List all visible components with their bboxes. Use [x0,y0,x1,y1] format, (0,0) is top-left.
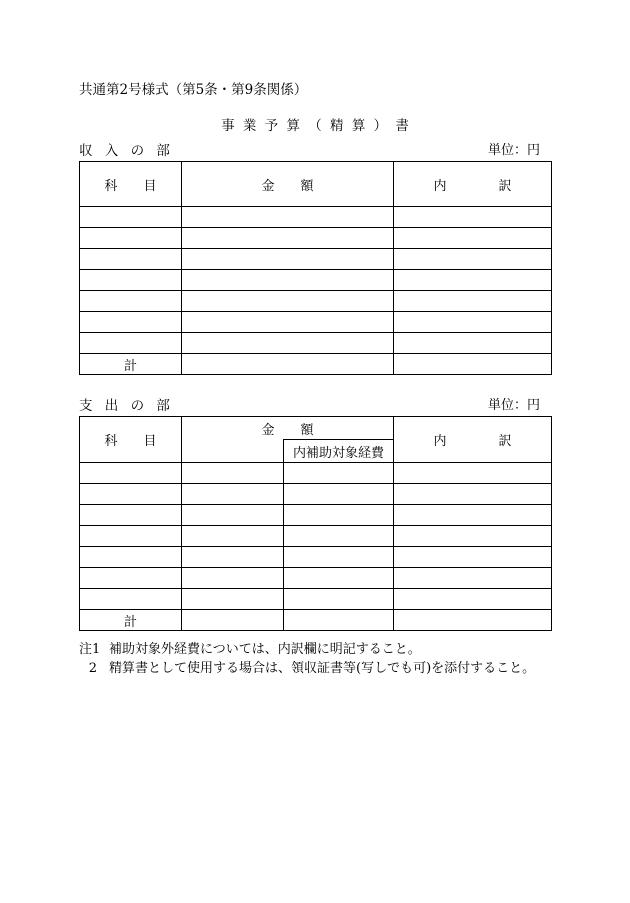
income-amount-cell[interactable] [182,312,394,333]
income-item-cell[interactable] [80,207,182,228]
expense-item-cell[interactable] [80,463,182,484]
income-total-amount-cell[interactable] [182,354,394,375]
table-row [80,333,552,354]
income-amount-cell[interactable] [182,333,394,354]
income-total-row [80,354,552,375]
expense-item-cell[interactable] [80,568,182,589]
expense-header-subsidy: 内補助対象経費 [284,440,394,463]
note-2-text: 精算書として使用する場合は、領収証書等(写しでも可)を添付すること。 [109,661,536,676]
table-row [80,526,552,547]
note-1-number: 注1 [79,642,101,657]
income-breakdown-cell[interactable] [394,270,552,291]
expense-table [79,416,552,631]
expense-header-amount: 金 額 [182,417,394,440]
table-row [80,270,552,291]
income-breakdown-cell[interactable] [394,207,552,228]
table-row [80,207,552,228]
expense-header-amount-blank [182,440,284,463]
expense-subsidy-cell[interactable] [284,463,394,484]
expense-subsidy-cell[interactable] [284,589,394,610]
table-row [80,568,552,589]
expense-total-label: 計 [80,610,182,631]
income-amount-cell[interactable] [182,207,394,228]
note-1-text: 補助対象外経費については、内訳欄に明記すること。 [109,642,421,657]
expense-breakdown-cell[interactable] [394,484,552,505]
income-total-breakdown-cell[interactable] [394,354,552,375]
expense-amount-cell[interactable] [182,484,284,505]
income-unit-label: 単位：円 [487,143,540,158]
income-header-item: 科 目 [80,162,182,207]
income-header-amount: 金 額 [182,162,394,207]
expense-total-subsidy-cell[interactable] [284,610,394,631]
income-item-cell[interactable] [80,249,182,270]
form-number: 共通第2号様式（第5条・第9条関係） [79,82,308,98]
table-row [80,505,552,526]
expense-item-cell[interactable] [80,547,182,568]
table-row [80,228,552,249]
income-amount-cell[interactable] [182,228,394,249]
income-breakdown-cell[interactable] [394,228,552,249]
note-1 [79,638,421,657]
expense-subsidy-cell[interactable] [284,526,394,547]
expense-item-cell[interactable] [80,484,182,505]
expense-item-cell[interactable] [80,526,182,547]
expense-amount-cell[interactable] [182,526,284,547]
expense-breakdown-cell[interactable] [394,463,552,484]
income-total-label: 計 [80,354,182,375]
income-item-cell[interactable] [80,333,182,354]
expense-subsidy-cell[interactable] [284,547,394,568]
income-breakdown-cell[interactable] [394,249,552,270]
expense-header-breakdown: 内 訳 [394,417,552,463]
expense-section-label: 支 出 の 部 [79,398,170,414]
expense-breakdown-cell[interactable] [394,568,552,589]
expense-subsidy-cell[interactable] [284,484,394,505]
income-table [79,161,552,375]
income-breakdown-cell[interactable] [394,333,552,354]
table-row [80,312,552,333]
income-amount-cell[interactable] [182,270,394,291]
table-row [80,249,552,270]
expense-header-item: 科 目 [80,417,182,463]
expense-breakdown-cell[interactable] [394,526,552,547]
income-breakdown-cell[interactable] [394,312,552,333]
expense-item-cell[interactable] [80,589,182,610]
income-item-cell[interactable] [80,312,182,333]
table-row [80,484,552,505]
expense-unit-label: 単位：円 [487,398,540,413]
table-row [80,291,552,312]
expense-breakdown-cell[interactable] [394,505,552,526]
document-title: 事 業 予 算 （ 精 算 ） 書 [221,118,409,134]
income-amount-cell[interactable] [182,249,394,270]
note-2-number: 2 [88,661,97,676]
table-row [80,547,552,568]
table-row [80,463,552,484]
income-item-cell[interactable] [80,270,182,291]
expense-amount-cell[interactable] [182,463,284,484]
expense-amount-cell[interactable] [182,589,284,610]
expense-total-row [80,610,552,631]
expense-total-breakdown-cell[interactable] [394,610,552,631]
note-2 [79,657,535,676]
expense-subsidy-cell[interactable] [284,568,394,589]
income-section-label: 収 入 の 部 [79,143,170,159]
expense-amount-cell[interactable] [182,568,284,589]
expense-subsidy-cell[interactable] [284,505,394,526]
income-breakdown-cell[interactable] [394,291,552,312]
income-item-cell[interactable] [80,291,182,312]
table-row [80,589,552,610]
expense-amount-cell[interactable] [182,505,284,526]
income-amount-cell[interactable] [182,291,394,312]
income-header-breakdown: 内 訳 [394,162,552,207]
income-item-cell[interactable] [80,228,182,249]
expense-breakdown-cell[interactable] [394,547,552,568]
expense-amount-cell[interactable] [182,547,284,568]
expense-item-cell[interactable] [80,505,182,526]
expense-breakdown-cell[interactable] [394,589,552,610]
expense-total-amount-cell[interactable] [182,610,284,631]
expense-header-row [80,417,552,440]
income-header-row [80,162,552,207]
